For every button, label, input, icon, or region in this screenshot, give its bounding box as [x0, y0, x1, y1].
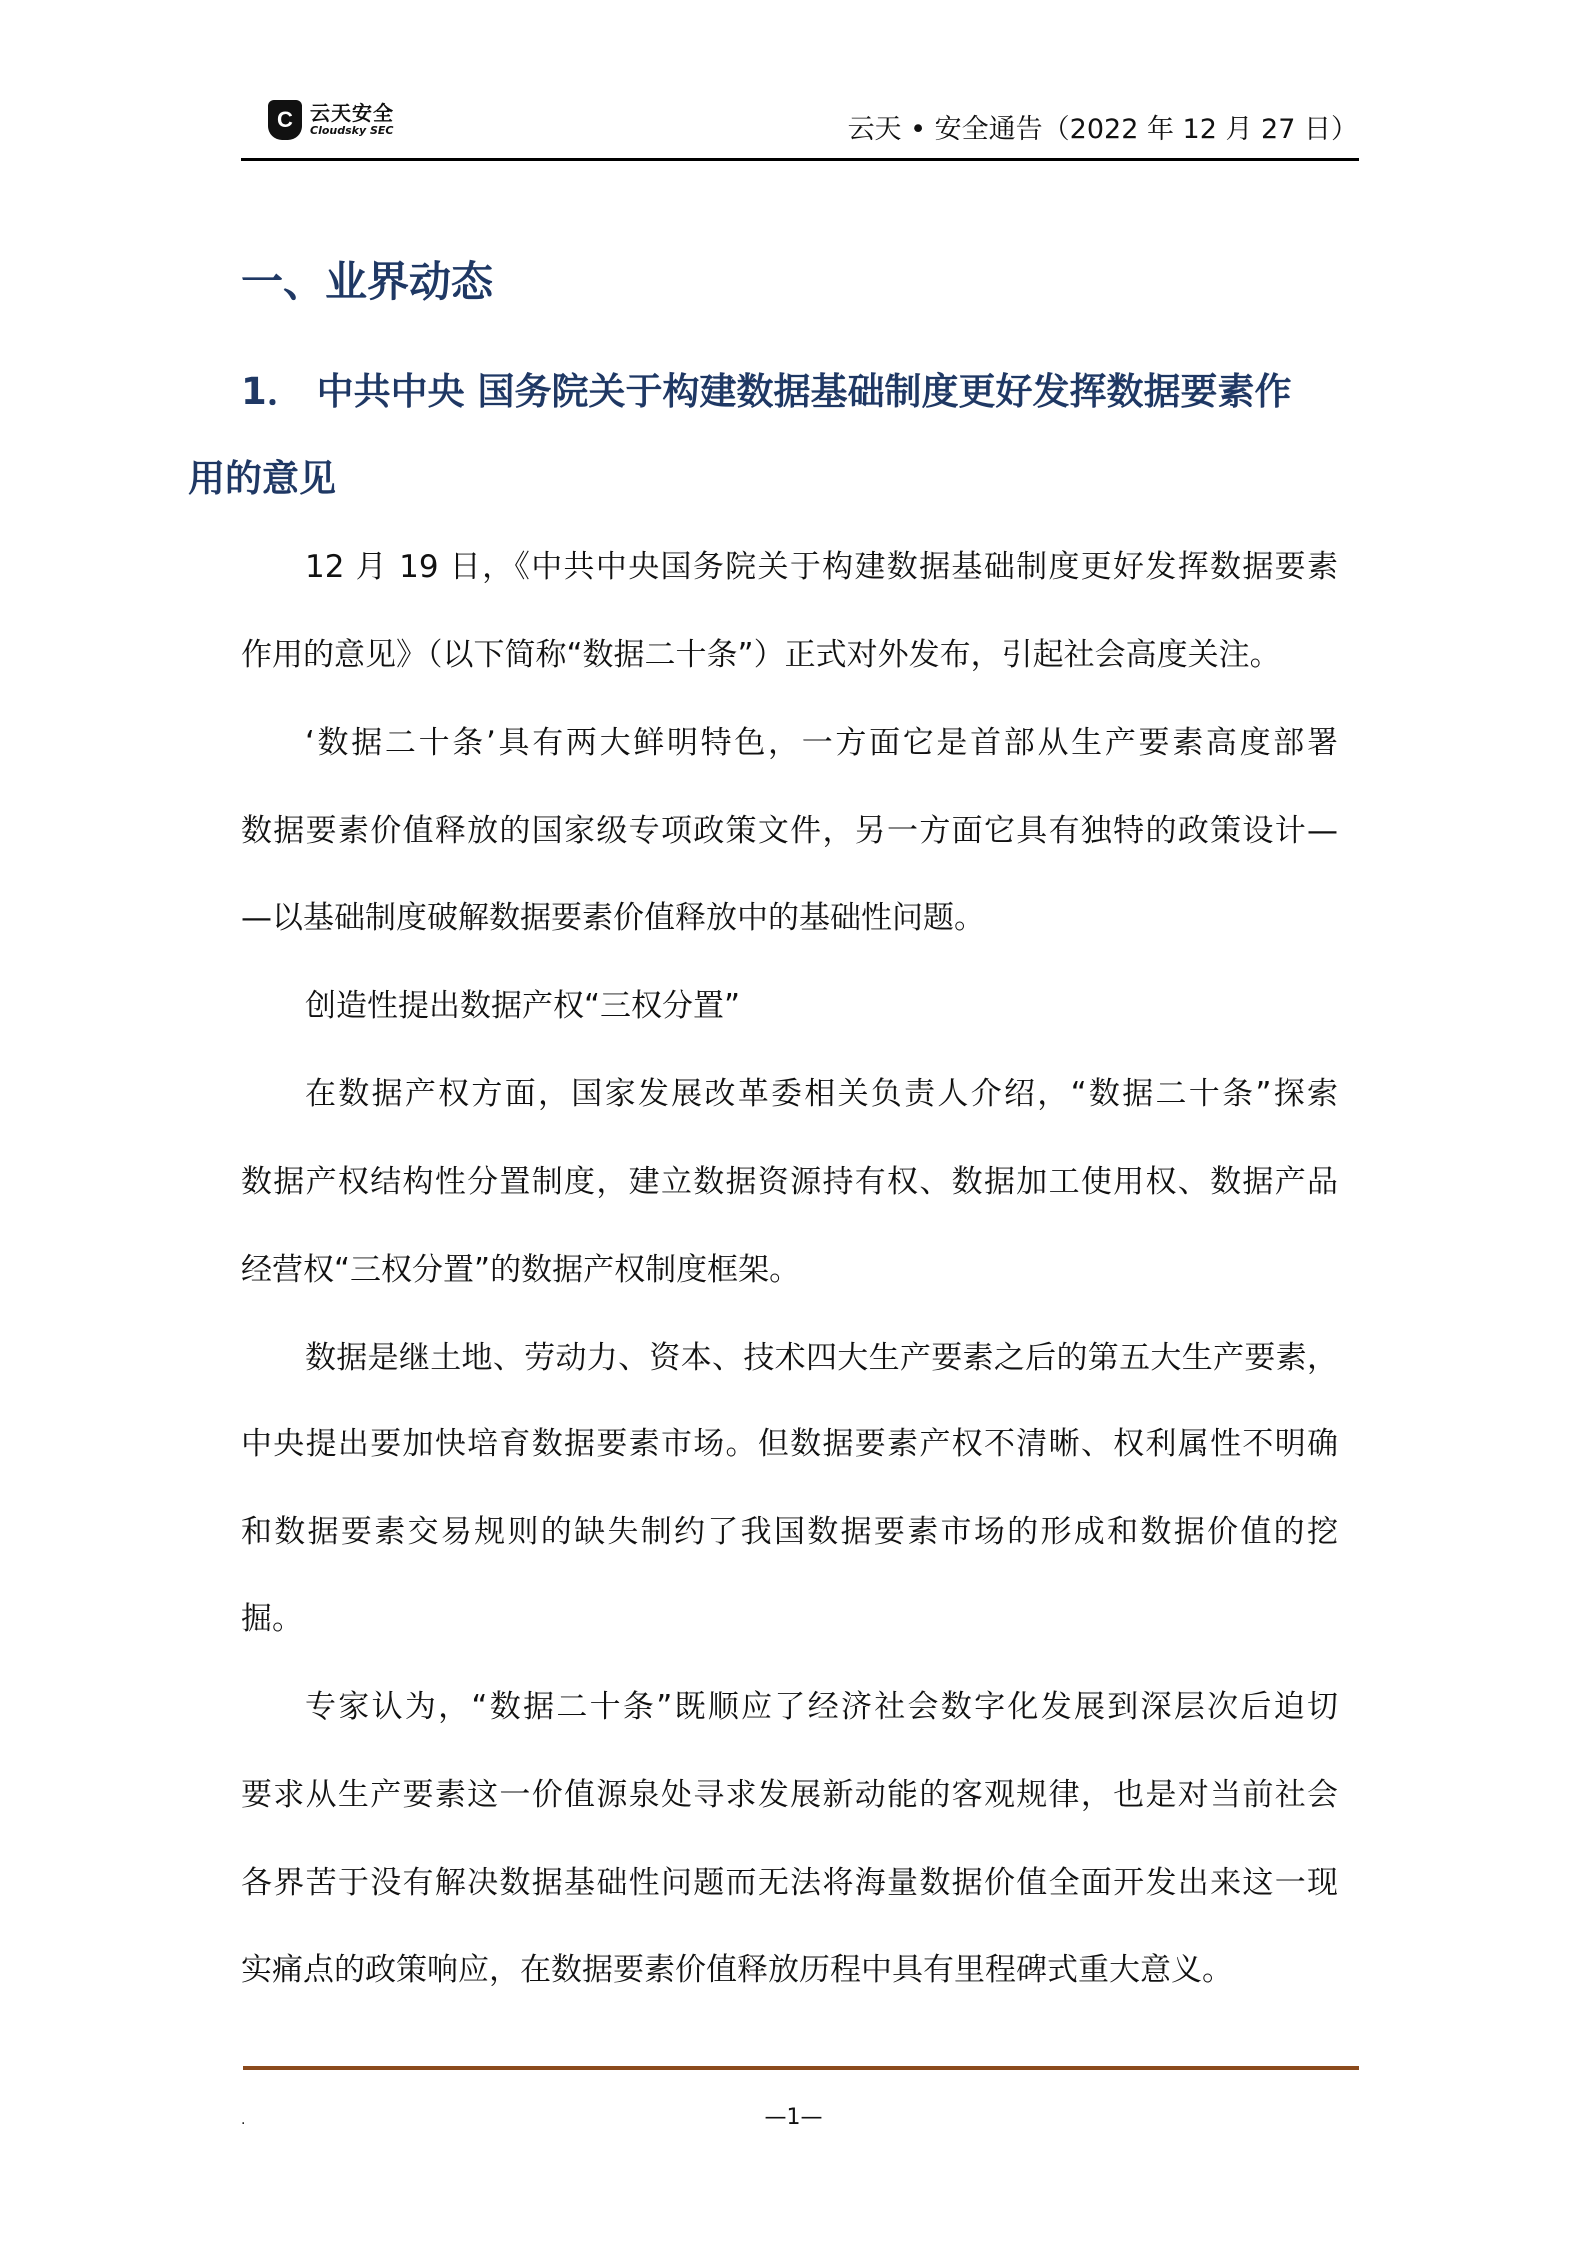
body-text-line: 数据要素价值释放的国家级专项政策文件，另一方面它具有独特的政策设计— — [241, 813, 1338, 849]
body-text-line: ‘数据二十条’具有两大鲜明特色，一方面它是首部从生产要素高度部署 — [305, 725, 1338, 761]
body-text-line: 在数据产权方面，国家发展改革委相关负责人介绍，“数据二十条”探索 — [305, 1076, 1338, 1112]
page-number: —1— — [764, 2105, 823, 2130]
body-text-line: —以基础制度破解数据要素价值释放中的基础性问题。 — [241, 900, 985, 936]
header-divider — [241, 158, 1359, 161]
body-text-line: 专家认为，“数据二十条”既顺应了经济社会数字化发展到深层次后迫切 — [305, 1689, 1338, 1725]
logo-name-cn: 云天安全 — [310, 101, 394, 125]
shield-logo-icon: C — [268, 100, 302, 140]
article-heading-line-2: 用的意见 — [188, 457, 336, 500]
body-text-line: 数据是继土地、劳动力、资本、技术四大生产要素之后的第五大生产要素， — [305, 1340, 1338, 1376]
body-text-line: 掘。 — [241, 1601, 303, 1637]
company-logo — [268, 100, 394, 140]
logo-name-en: Cloudsky SEC — [310, 124, 394, 137]
body-text-line: 和数据要素交易规则的缺失制约了我国数据要素市场的形成和数据价值的挖 — [241, 1514, 1338, 1550]
body-text-line: 12 月 19 日，《中共中央国务院关于构建数据基础制度更好发挥数据要素 — [305, 549, 1338, 585]
body-text-line: 作用的意见》（以下简称“数据二十条”）正式对外发布，引起社会高度关注。 — [241, 637, 1281, 673]
body-text-line: 经营权“三权分置”的数据产权制度框架。 — [241, 1252, 801, 1288]
body-text-line: 要求从生产要素这一价值源泉处寻求发展新动能的客观规律，也是对当前社会 — [241, 1777, 1338, 1813]
body-text-line: 数据产权结构性分置制度，建立数据资源持有权、数据加工使用权、数据产品 — [241, 1164, 1338, 1200]
body-text-line: 中央提出要加快培育数据要素市场。但数据要素产权不清晰、权利属性不明确 — [241, 1426, 1338, 1462]
body-text-line: 各界苦于没有解决数据基础性问题而无法将海量数据价值全面开发出来这一现 — [241, 1865, 1338, 1901]
article-heading-line-1: 1． 中共中央 国务院关于构建数据基础制度更好发挥数据要素作 — [241, 370, 1292, 413]
footer-mark: . — [241, 2112, 246, 2128]
body-text-line: 实痛点的政策响应，在数据要素价值释放历程中具有里程碑式重大意义。 — [241, 1952, 1233, 1988]
section-title: 一、业界动态 — [241, 257, 494, 306]
body-text-line: 创造性提出数据产权“三权分置” — [305, 988, 741, 1024]
footer-divider — [243, 2066, 1359, 2070]
header-title: 云天 • 安全通告（2022 年 12 月 27 日） — [847, 114, 1358, 145]
